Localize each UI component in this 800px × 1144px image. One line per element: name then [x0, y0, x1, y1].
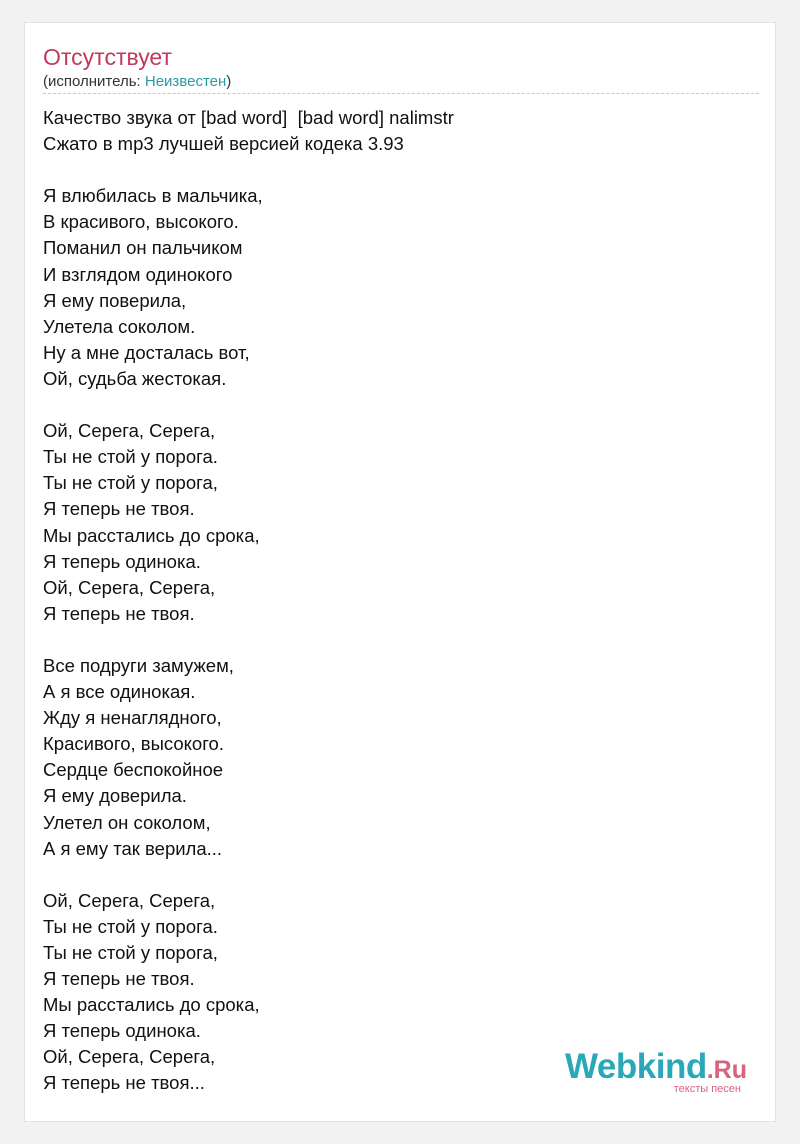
lyric-line: Я теперь не твоя. [43, 968, 195, 990]
lyric-line: Ты не стой у порога. [43, 915, 218, 937]
lyric-line: Мы расстались до срока, [43, 524, 260, 546]
lyric-line: Ой, судьба жестокая. [43, 367, 227, 389]
lyric-line: Я теперь одинока. [43, 1020, 201, 1042]
lyrics-text [43, 105, 759, 1097]
site-logo[interactable] [565, 1049, 747, 1095]
lyric-line: Я ему доверила. [43, 785, 187, 807]
lyric-line: И взглядом одинокого [43, 263, 233, 285]
lyric-line: Ой, Серега, Серега, [43, 420, 216, 442]
lyric-line: Качество звука от [bad word] [bad word] nalimstr [43, 107, 454, 128]
lyric-line: Ты не стой у порога, [43, 472, 218, 494]
lyric-line: Поманил он пальчиком [43, 237, 243, 259]
artist-suffix: ) [226, 73, 232, 90]
logo-name: Webkind [565, 1047, 707, 1086]
artist-line [43, 73, 231, 91]
lyric-line: Все подруги замужем, [43, 654, 234, 676]
lyrics-card [24, 22, 776, 1122]
lyric-line: Ой, Серега, Серега, [43, 576, 216, 598]
song-title: Отсутствует [43, 44, 172, 70]
lyric-line: А я все одинокая. [43, 681, 196, 703]
lyric-line: Красивого, высокого. [43, 733, 224, 755]
artist-link[interactable]: Неизвестен [144, 73, 227, 90]
lyric-line: Ой, Серега, Серега, [43, 889, 216, 911]
lyric-line: Ты не стой у порога. [43, 446, 218, 468]
logo-tld: .Ru [706, 1056, 747, 1084]
lyric-line: Я влюбилась в мальчика, [43, 185, 263, 207]
lyric-line: Сердце беспокойное [43, 759, 224, 781]
artist-prefix: (исполнитель: [43, 73, 145, 90]
lyric-line: Я теперь не твоя. [43, 602, 195, 624]
lyric-line: Улетела соколом. [43, 315, 196, 337]
dashed-divider [43, 93, 759, 94]
lyric-line: Сжато в mp3 лучшей версией кодека 3.93 [43, 133, 404, 155]
lyric-line: Мы расстались до срока, [43, 994, 260, 1016]
lyric-line: Ну а мне досталась вот, [43, 341, 250, 363]
lyric-line: Улетел он соколом, [43, 811, 211, 833]
lyric-line: Я теперь не твоя... [43, 1072, 205, 1094]
lyric-line: В красивого, высокого. [43, 211, 239, 233]
lyric-line: Ты не стой у порога, [43, 942, 218, 963]
lyric-line: Я теперь не твоя. [43, 498, 195, 520]
lyric-line: Ой, Серега, Серега, [43, 1046, 216, 1068]
logo-tagline: тексты песен [673, 1083, 741, 1095]
lyric-line: Жду я ненаглядного, [43, 707, 222, 729]
lyric-line: Я ему поверила, [43, 289, 187, 311]
lyric-line: Я теперь одинока. [43, 550, 201, 572]
lyric-line: А я ему так верила... [43, 837, 223, 859]
